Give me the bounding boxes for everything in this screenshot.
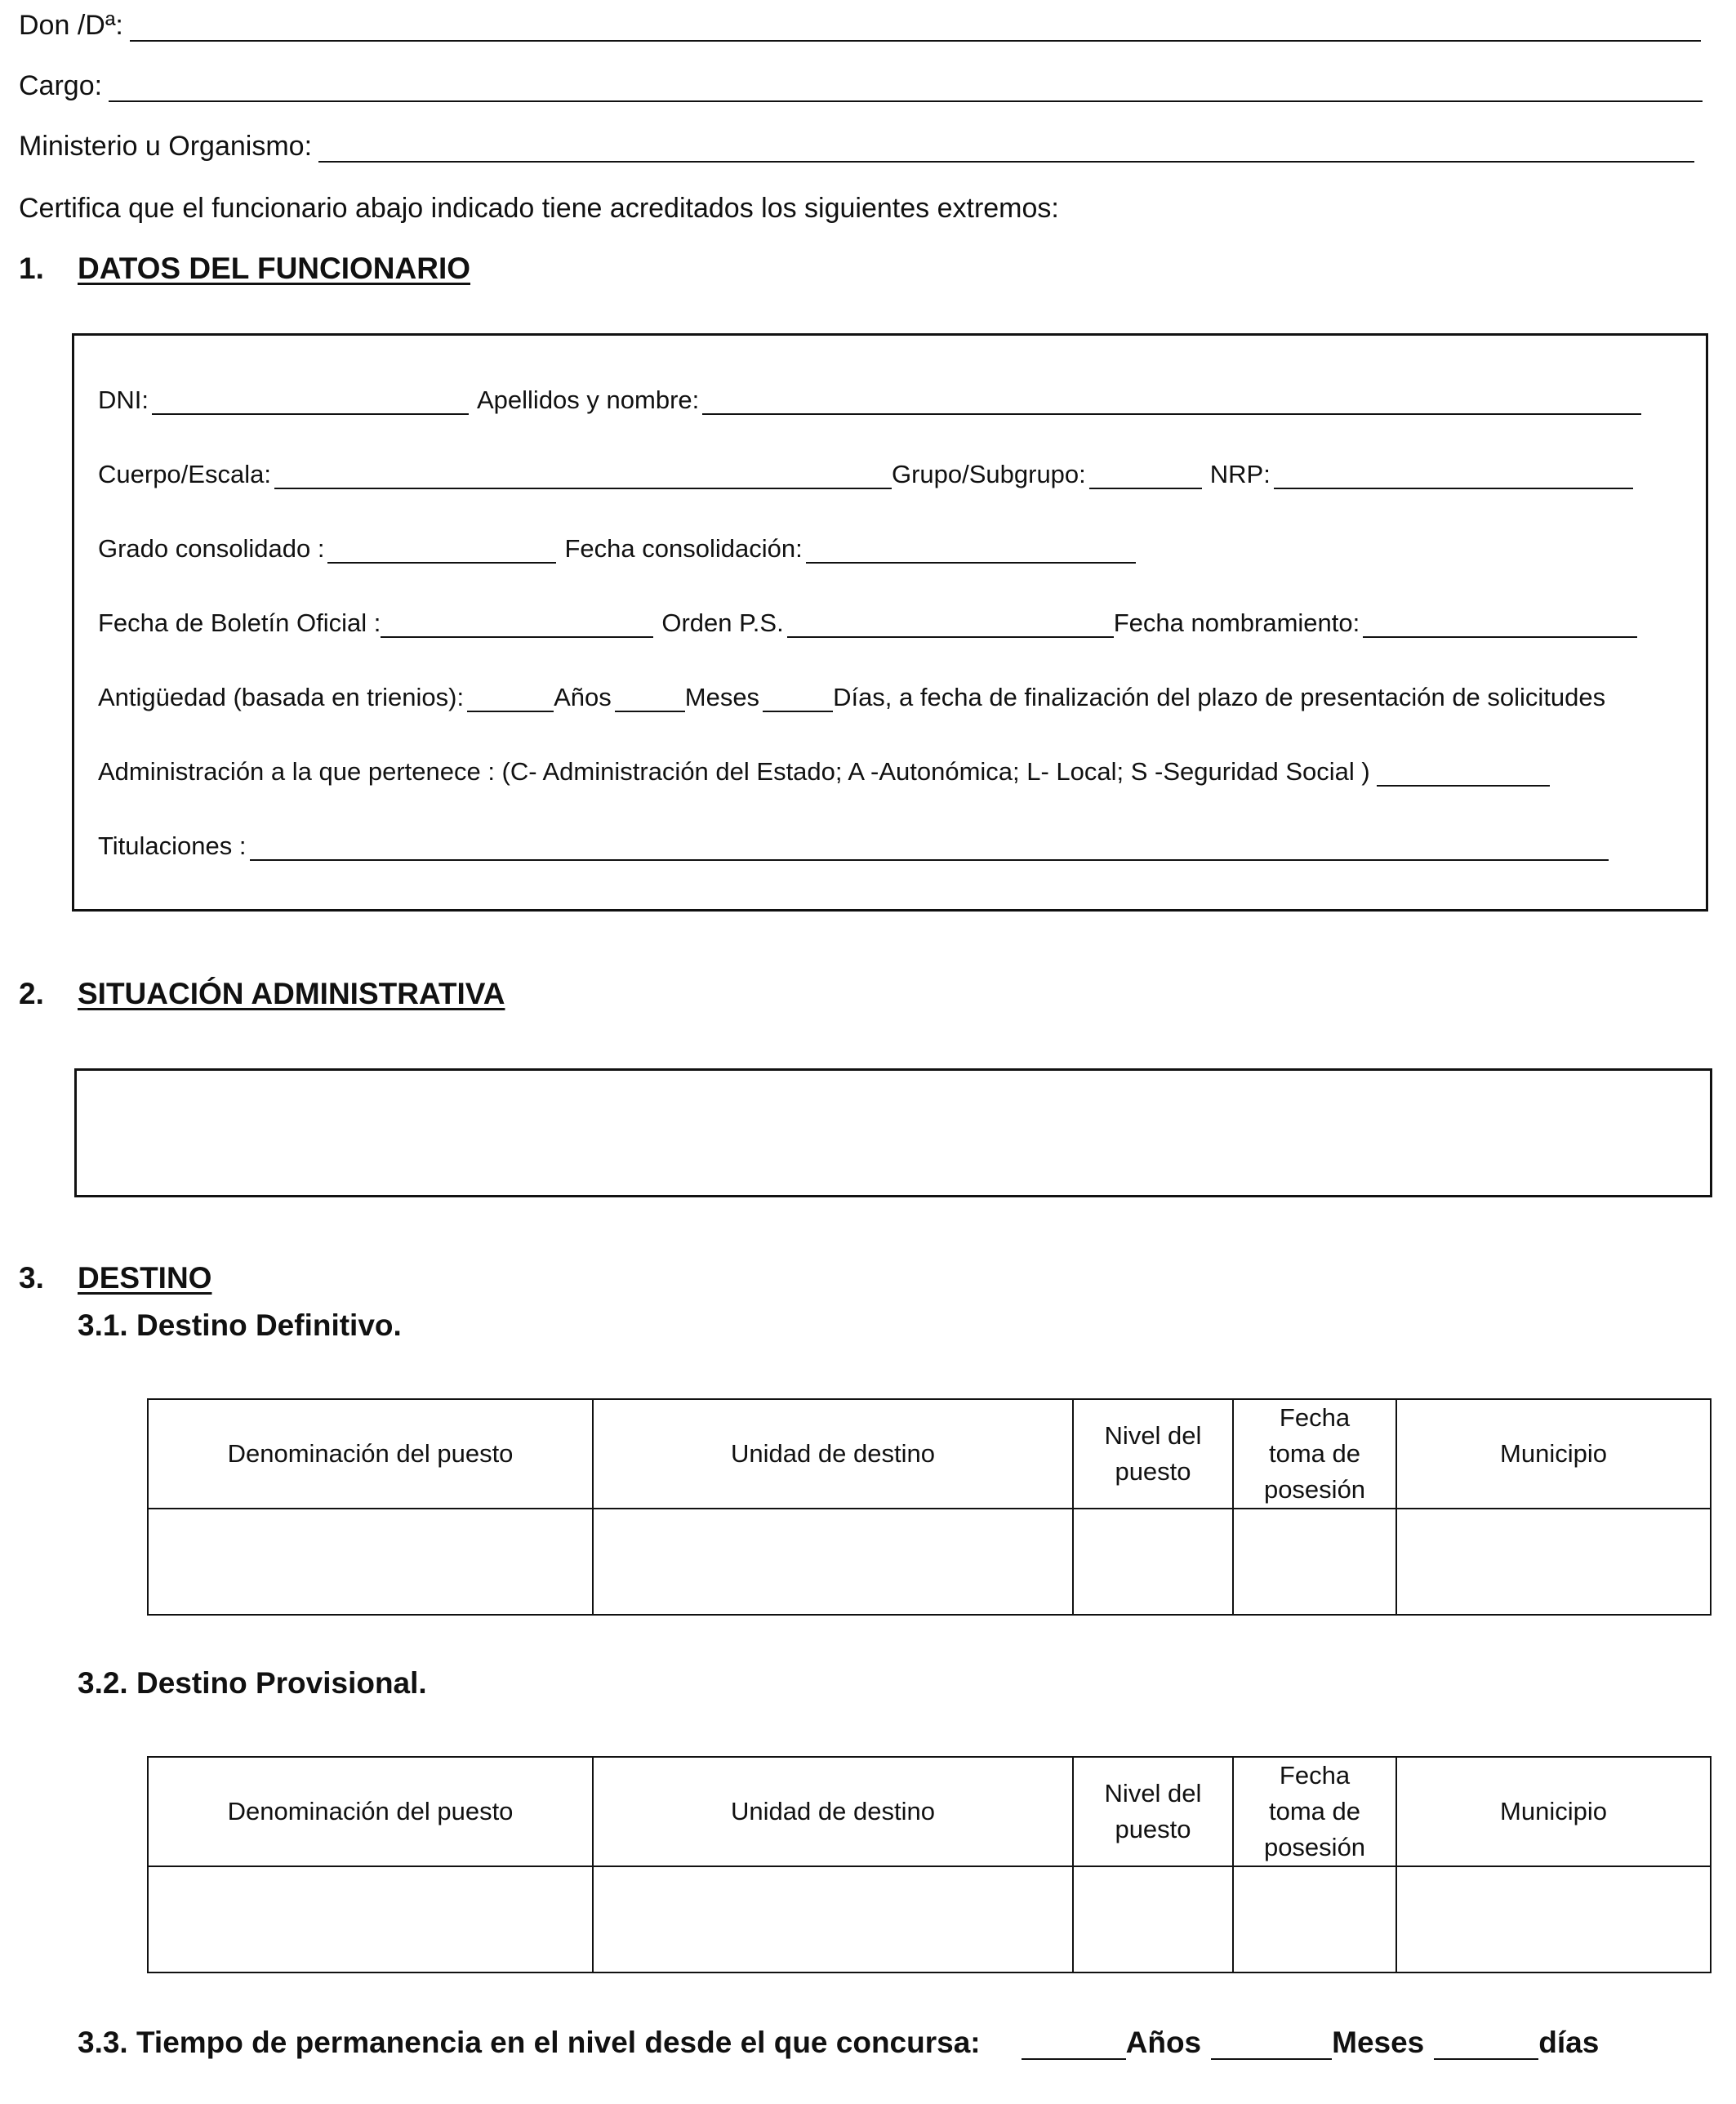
fecha-consolidacion-label: Fecha consolidación: [564,534,803,563]
certifica-text: Certifica que el funcionario abajo indicado tiene acreditados los siguientes extremos: [19,193,1059,224]
administracion-label: Administración a la que pertenece : (C- Administración del Estado; A -Autonómica; L- Local; S -Seguridad Social ) [98,757,1370,786]
section-2-title [19,977,505,1011]
apellidos-field[interactable] [702,390,1641,415]
dni-row [98,386,1645,415]
situacion-box[interactable] [74,1068,1712,1197]
don-row [19,10,1701,42]
cuerpo-label: Cuerpo/Escala: [98,460,271,488]
cuerpo-field[interactable] [274,465,892,489]
titulaciones-label: Titulaciones : [98,831,247,860]
table-cell[interactable] [1073,1866,1233,1972]
cargo-field[interactable] [109,76,1703,102]
permanencia-label: 3.3. Tiempo de permanencia en el nivel desde el que concursa: [78,2026,981,2059]
apellidos-label: Apellidos y nombre: [477,386,700,414]
antiguedad-row [98,683,1605,712]
column-header: Fecha toma de posesión [1233,1757,1396,1866]
table-cell[interactable] [1233,1509,1396,1615]
ministerio-label: Ministerio u Organismo: [19,131,313,162]
fecha-nombramiento-label: Fecha nombramiento: [1113,608,1360,637]
cargo-label: Cargo: [19,70,103,101]
antiguedad-anos-field[interactable] [467,688,554,712]
destino-provisional-table [147,1756,1712,1973]
table-header-row [148,1399,1711,1509]
column-header: Nivel del puesto [1073,1399,1233,1509]
antiguedad-dias-field[interactable] [763,688,833,712]
column-header: Unidad de destino [593,1757,1073,1866]
table-row [148,1866,1711,1972]
permanencia-anos-field[interactable] [1022,2032,1126,2060]
permanencia-meses-field[interactable] [1211,2032,1332,2060]
permanencia-meses-label: Meses [1332,2026,1425,2059]
permanencia-dias-label: días [1538,2026,1600,2059]
grado-field[interactable] [327,539,556,564]
destino-definitivo-table [147,1398,1712,1616]
section-3-title [19,1261,211,1295]
titulaciones-field[interactable] [250,836,1609,861]
permanencia-dias-field[interactable] [1434,2032,1538,2060]
antiguedad-dias-text: Días, a fecha de finalización del plazo de presentación de solicitudes [833,683,1606,711]
antiguedad-label: Antigüedad (basada en trienios): [98,683,465,711]
fecha-boletin-field[interactable] [381,613,653,638]
table-cell[interactable] [1073,1509,1233,1615]
section-1-number: 1. [19,252,44,285]
administracion-field[interactable] [1377,762,1550,787]
section-1-title [19,252,470,286]
nrp-label: NRP: [1209,460,1271,488]
boletin-row [98,608,1640,638]
cargo-row [19,70,1703,102]
permanencia-row [78,2026,1599,2060]
administracion-row [98,757,1553,787]
table-cell[interactable] [148,1509,593,1615]
column-header: Unidad de destino [593,1399,1073,1509]
section-2-heading: SITUACIÓN ADMINISTRATIVA [78,977,505,1010]
table-cell[interactable] [593,1509,1073,1615]
column-header: Fecha toma de posesión [1233,1399,1396,1509]
fecha-nombramiento-field[interactable] [1363,613,1637,638]
dni-field[interactable] [152,390,469,415]
column-header: Nivel del puesto [1073,1757,1233,1866]
section-3-number: 3. [19,1261,44,1295]
dni-label: DNI: [98,386,149,414]
table-cell[interactable] [148,1866,593,1972]
grado-label: Grado consolidado : [98,534,325,563]
ministerio-row [19,131,1694,163]
don-field[interactable] [130,16,1701,42]
ministerio-field[interactable] [318,136,1694,163]
orden-field[interactable] [787,613,1114,638]
section-2-number: 2. [19,977,44,1010]
antiguedad-meses-label: Meses [684,683,760,711]
section-1-heading: DATOS DEL FUNCIONARIO [78,252,471,285]
table-cell[interactable] [593,1866,1073,1972]
don-label: Don /Dª: [19,10,123,41]
table-cell[interactable] [1396,1509,1711,1615]
table-cell[interactable] [1396,1866,1711,1972]
column-header: Denominación del puesto [148,1757,593,1866]
orden-label: Orden P.S. [661,608,784,637]
antiguedad-anos-label: Años [554,683,612,711]
grado-row [98,534,1139,564]
column-header: Municipio [1396,1757,1711,1866]
cuerpo-row [98,460,1636,489]
table-cell[interactable] [1233,1866,1396,1972]
table-header-row [148,1757,1711,1866]
nrp-field[interactable] [1274,465,1633,489]
destino-definitivo-title: 3.1. Destino Definitivo. [78,1308,402,1342]
grupo-field[interactable] [1089,465,1202,489]
titulaciones-row [98,831,1612,861]
grupo-label: Grupo/Subgrupo: [891,460,1086,488]
antiguedad-meses-field[interactable] [615,688,685,712]
fecha-boletin-label: Fecha de Boletín Oficial : [98,608,381,637]
column-header: Denominación del puesto [148,1399,593,1509]
permanencia-anos-label: Años [1125,2026,1202,2059]
table-row [148,1509,1711,1615]
destino-provisional-title: 3.2. Destino Provisional. [78,1666,427,1700]
section-3-heading: DESTINO [78,1261,212,1295]
column-header: Municipio [1396,1399,1711,1509]
fecha-consolidacion-field[interactable] [806,539,1136,564]
